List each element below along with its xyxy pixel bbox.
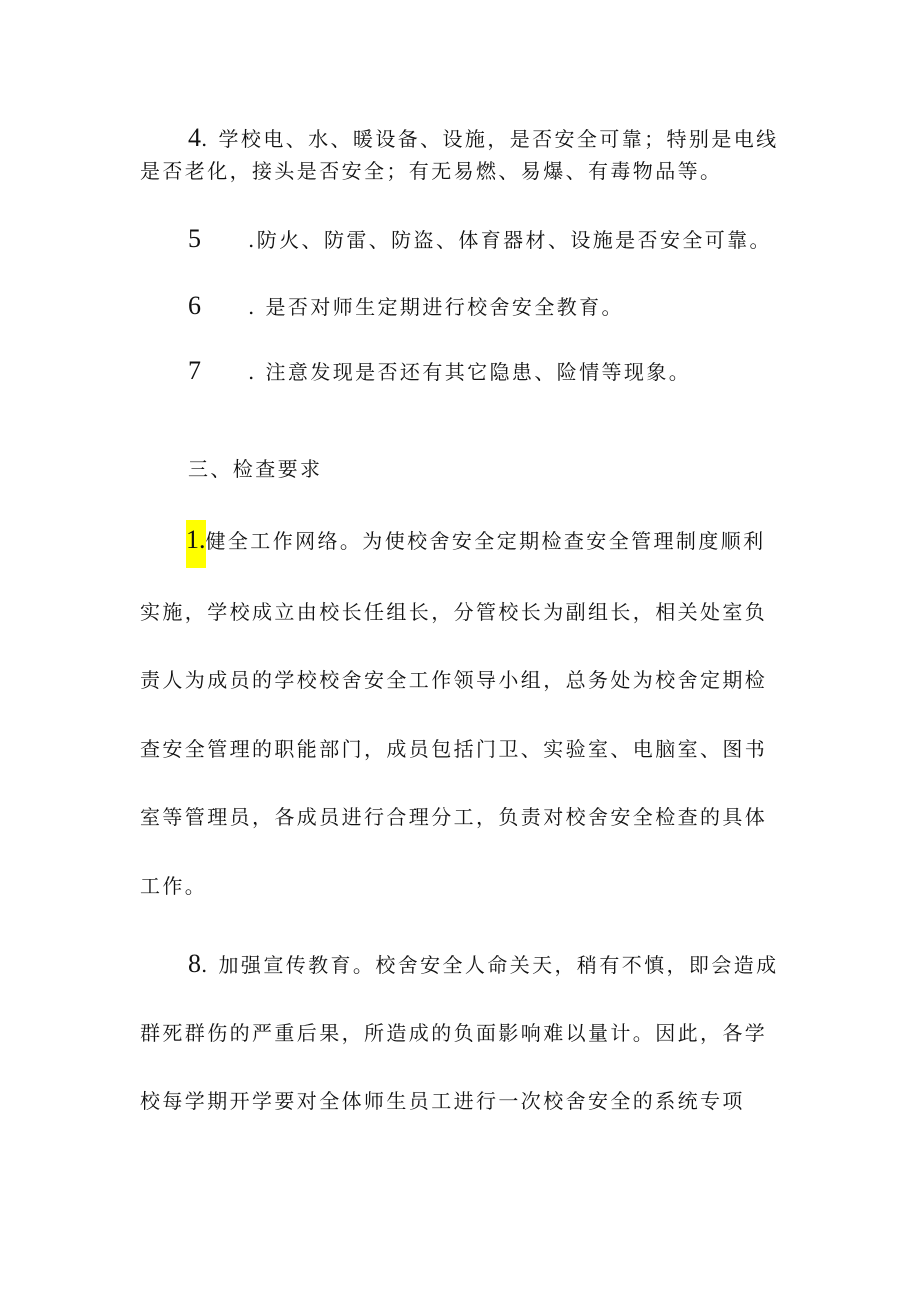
req-1-line-5 xyxy=(140,803,767,831)
req-1-text-3: 责人为成员的学校校舍安全工作领导小组，总务处为校舍定期检 xyxy=(140,668,768,692)
item-4-line-2 xyxy=(140,157,722,185)
item-4-text-1: . 学校电、水、暖设备、设施，是否安全可靠；特别是电线 xyxy=(201,127,779,151)
req-8-text-1: . 加强宣传教育。校舍安全人命关天，稍有不慎，即会造成 xyxy=(201,953,779,977)
req-8-text-2: 群死群伤的严重后果，所造成的负面影响难以量计。因此，各学 xyxy=(140,1021,768,1045)
req-1-text-1: 健全工作网络。为使校舍安全定期检查安全管理制度顺利 xyxy=(205,529,766,553)
item-5-line xyxy=(188,225,772,254)
item-7-text: . 注意发现是否还有其它隐患、险情等现象。 xyxy=(248,360,692,384)
item-4-text-2: 是否老化，接头是否安全；有无易燃、易爆、有毒物品等。 xyxy=(140,159,723,183)
req-1-text-6: 工作。 xyxy=(140,874,208,898)
req-8-line-3 xyxy=(140,1087,745,1115)
req-1-line-4 xyxy=(140,735,767,763)
item-6-text: . 是否对师生定期进行校舍安全教育。 xyxy=(248,295,624,319)
req-8-line-1 xyxy=(188,950,779,979)
item-7-line xyxy=(188,357,691,386)
req-8-line-2 xyxy=(140,1019,767,1047)
req-1-text-4: 查安全管理的职能部门，成员包括门卫、实验室、电脑室、图书 xyxy=(140,737,768,761)
item-6-line xyxy=(188,292,624,321)
item-5-number: 5 xyxy=(188,224,204,253)
req-1-text-5: 室等管理员，各成员进行合理分工，负责对校舍安全检查的具体 xyxy=(140,805,768,829)
item-4-line-1 xyxy=(188,124,779,153)
req-1-number-highlight: 1. xyxy=(186,520,206,568)
req-1-line-1 xyxy=(186,520,766,568)
req-1-line-2 xyxy=(140,598,767,626)
section-3-heading xyxy=(188,455,322,483)
req-8-number: 8 xyxy=(188,949,201,978)
item-6-number: 6 xyxy=(188,291,204,320)
item-5-text: .防火、防雷、防盗、体育器材、设施是否安全可靠。 xyxy=(248,228,772,252)
item-7-number: 7 xyxy=(188,356,204,385)
req-8-text-3: 校每学期开学要对全体师生员工进行一次校舍安全的系统专项 xyxy=(140,1089,745,1113)
req-1-text-2: 实施，学校成立由校长任组长，分管校长为副组长，相关处室负 xyxy=(140,600,768,624)
req-1-line-6 xyxy=(140,872,207,900)
section-3-heading-text: 三、检查要求 xyxy=(188,457,323,481)
item-4-number: 4 xyxy=(188,123,201,152)
req-1-line-3 xyxy=(140,666,767,694)
